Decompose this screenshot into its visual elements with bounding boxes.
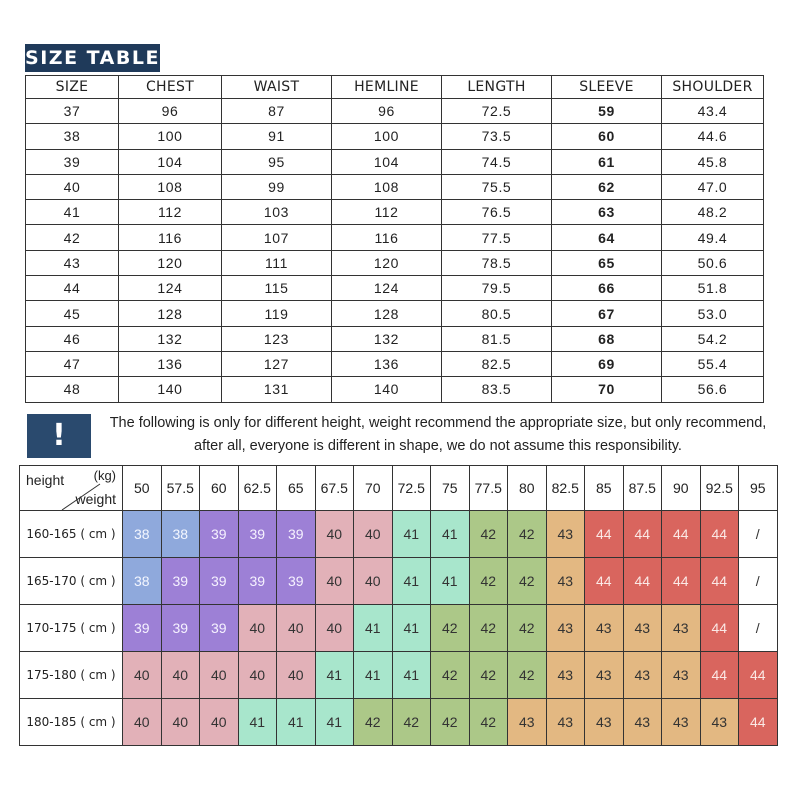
cell-sleeve: 60 [552,124,662,149]
recommended-size-cell: 42 [508,652,547,699]
recommended-size-cell: 42 [469,652,508,699]
size-table [25,75,764,403]
recommended-size-cell: 39 [161,605,200,652]
cell-hemline: 136 [332,351,442,376]
height-range-label: 165-170 ( cm ) [20,558,123,605]
recommended-size-cell: 39 [200,605,239,652]
recommended-size-cell: 43 [662,605,701,652]
cell-length: 80.5 [442,301,552,326]
cell-waist: 87 [222,99,332,124]
recommended-size-cell: 43 [585,605,624,652]
cell-size: 47 [26,351,119,376]
cell-waist: 131 [222,377,332,402]
table-row [26,351,764,376]
cell-waist: 95 [222,149,332,174]
recommended-size-cell: 41 [315,652,354,699]
cell-length: 78.5 [442,250,552,275]
cell-waist: 103 [222,200,332,225]
recommended-size-cell: 40 [277,652,316,699]
cell-waist: 107 [222,225,332,250]
height-row [20,511,778,558]
cell-chest: 112 [119,200,222,225]
recommended-size-cell: 43 [546,558,585,605]
recommended-size-cell: 40 [315,511,354,558]
weight-header: 67.5 [315,466,354,511]
recommended-size-cell: 39 [123,605,162,652]
recommended-size-cell: 43 [623,652,662,699]
cell-sleeve: 63 [552,200,662,225]
kg-unit-label: (kg) [93,468,116,483]
height-row [20,699,778,746]
cell-chest: 116 [119,225,222,250]
recommended-size-cell: 44 [700,652,739,699]
cell-shoulder: 54.2 [662,326,764,351]
recommended-size-cell: 43 [546,652,585,699]
recommended-size-cell: 42 [508,605,547,652]
recommended-size-cell: 44 [585,511,624,558]
recommended-size-cell: 40 [161,652,200,699]
weight-header: 85 [585,466,624,511]
recommended-size-cell: 40 [200,699,239,746]
recommended-size-cell: 39 [200,511,239,558]
cell-waist: 127 [222,351,332,376]
recommended-size-cell: 44 [700,605,739,652]
recommended-size-cell: 41 [238,699,277,746]
recommended-size-cell: 41 [315,699,354,746]
cell-shoulder: 45.8 [662,149,764,174]
recommended-size-cell: 42 [354,699,393,746]
cell-sleeve: 64 [552,225,662,250]
recommended-size-cell: 42 [469,605,508,652]
notice-banner [27,412,772,460]
recommended-size-cell: / [739,605,778,652]
table-row [26,326,764,351]
cell-length: 82.5 [442,351,552,376]
cell-chest: 120 [119,250,222,275]
weight-header: 77.5 [469,466,508,511]
cell-shoulder: 55.4 [662,351,764,376]
recommended-size-cell: 43 [546,605,585,652]
cell-size: 46 [26,326,119,351]
cell-sleeve: 61 [552,149,662,174]
cell-shoulder: 50.6 [662,250,764,275]
cell-hemline: 140 [332,377,442,402]
table-row [26,149,764,174]
cell-sleeve: 65 [552,250,662,275]
recommended-size-cell: 43 [662,652,701,699]
height-range-label: 175-180 ( cm ) [20,652,123,699]
column-header-sleeve: SLEEVE [552,76,662,99]
column-header-length: LENGTH [442,76,552,99]
cell-size: 37 [26,99,119,124]
cell-shoulder: 44.6 [662,124,764,149]
recommended-size-cell: 42 [431,605,470,652]
cell-size: 39 [26,149,119,174]
height-row [20,652,778,699]
weight-header: 50 [123,466,162,511]
cell-hemline: 108 [332,174,442,199]
recommended-size-cell: 41 [392,605,431,652]
table-row [26,225,764,250]
recommended-size-cell: 42 [431,652,470,699]
recommended-size-cell: 44 [623,511,662,558]
cell-size: 44 [26,276,119,301]
exclamation-icon: ! [27,414,91,458]
cell-chest: 100 [119,124,222,149]
cell-waist: 123 [222,326,332,351]
recommended-size-cell: 40 [238,652,277,699]
cell-hemline: 104 [332,149,442,174]
recommended-size-cell: 41 [354,652,393,699]
cell-chest: 140 [119,377,222,402]
table-row [26,301,764,326]
height-range-label: 170-175 ( cm ) [20,605,123,652]
cell-shoulder: 56.6 [662,377,764,402]
recommended-size-cell: 42 [508,511,547,558]
cell-sleeve: 59 [552,99,662,124]
column-header-waist: WAIST [222,76,332,99]
recommended-size-cell: 43 [508,699,547,746]
cell-waist: 91 [222,124,332,149]
weight-header: 57.5 [161,466,200,511]
recommended-size-cell: 44 [700,511,739,558]
cell-hemline: 128 [332,301,442,326]
cell-chest: 136 [119,351,222,376]
cell-length: 75.5 [442,174,552,199]
table-row [26,250,764,275]
cell-hemline: 96 [332,99,442,124]
cell-chest: 96 [119,99,222,124]
recommended-size-cell: 43 [623,605,662,652]
weight-header: 65 [277,466,316,511]
cell-shoulder: 51.8 [662,276,764,301]
table-row [26,276,764,301]
cell-sleeve: 68 [552,326,662,351]
recommended-size-cell: 42 [469,558,508,605]
recommended-size-cell: 38 [161,511,200,558]
cell-waist: 99 [222,174,332,199]
weight-header: 62.5 [238,466,277,511]
cell-sleeve: 62 [552,174,662,199]
cell-waist: 111 [222,250,332,275]
cell-sleeve: 69 [552,351,662,376]
cell-waist: 115 [222,276,332,301]
weight-header: 92.5 [700,466,739,511]
cell-length: 73.5 [442,124,552,149]
height-axis-label: height [26,472,65,488]
recommended-size-cell: 44 [623,558,662,605]
recommended-size-cell: 41 [354,605,393,652]
table-row [26,377,764,402]
cell-chest: 128 [119,301,222,326]
cell-chest: 108 [119,174,222,199]
cell-sleeve: 66 [552,276,662,301]
recommended-size-cell: 42 [392,699,431,746]
cell-sleeve: 70 [552,377,662,402]
table-row [26,200,764,225]
recommended-size-cell: 41 [392,652,431,699]
column-header-hemline: HEMLINE [332,76,442,99]
height-range-label: 180-185 ( cm ) [20,699,123,746]
recommended-size-cell: 41 [392,558,431,605]
recommended-size-cell: 39 [238,511,277,558]
recommended-size-cell: 40 [354,511,393,558]
cell-length: 81.5 [442,326,552,351]
cell-hemline: 124 [332,276,442,301]
recommended-size-cell: 40 [238,605,277,652]
weight-header: 80 [508,466,547,511]
recommended-size-cell: 40 [315,558,354,605]
recommended-size-cell: 44 [585,558,624,605]
recommended-size-cell: 40 [354,558,393,605]
cell-shoulder: 43.4 [662,99,764,124]
recommended-size-cell: 41 [431,511,470,558]
cell-length: 76.5 [442,200,552,225]
table-row [26,174,764,199]
recommended-size-cell: 44 [700,558,739,605]
recommended-size-cell: 39 [238,558,277,605]
cell-shoulder: 53.0 [662,301,764,326]
recommended-size-cell: 43 [546,511,585,558]
corner-header-cell [20,466,123,511]
table-row [26,124,764,149]
weight-header: 95 [739,466,778,511]
cell-length: 83.5 [442,377,552,402]
cell-sleeve: 67 [552,301,662,326]
cell-hemline: 116 [332,225,442,250]
recommended-size-cell: 40 [123,699,162,746]
recommended-size-cell: 40 [277,605,316,652]
recommended-size-cell: 40 [315,605,354,652]
column-header-shoulder: SHOULDER [662,76,764,99]
cell-size: 40 [26,174,119,199]
recommended-size-cell: 40 [161,699,200,746]
cell-hemline: 120 [332,250,442,275]
cell-size: 48 [26,377,119,402]
recommended-size-cell: 42 [469,699,508,746]
recommended-size-cell: 41 [431,558,470,605]
recommended-size-cell: 38 [123,558,162,605]
recommended-size-cell: / [739,511,778,558]
notice-text: The following is only for different height, weight recommend the appropriate size, but only recommend, after all, everyone is different in shape, we do not assume this responsibility. [109,415,767,454]
size-table-title: SIZE TABLE [25,44,160,72]
recommended-size-cell: 41 [277,699,316,746]
cell-chest: 132 [119,326,222,351]
recommended-size-cell: 43 [700,699,739,746]
cell-length: 77.5 [442,225,552,250]
recommended-size-cell: 40 [123,652,162,699]
cell-length: 79.5 [442,276,552,301]
recommended-size-cell: 44 [739,652,778,699]
recommended-size-cell: 44 [662,511,701,558]
table-row [26,99,764,124]
recommended-size-cell: 40 [200,652,239,699]
height-row [20,605,778,652]
cell-size: 42 [26,225,119,250]
recommended-size-cell: 39 [277,558,316,605]
recommended-size-cell: 39 [200,558,239,605]
cell-length: 72.5 [442,99,552,124]
size-table-header [26,76,764,99]
recommended-size-cell: 38 [123,511,162,558]
recommended-size-cell: 42 [431,699,470,746]
recommended-size-cell: 39 [277,511,316,558]
cell-shoulder: 47.0 [662,174,764,199]
recommended-size-cell: 43 [585,699,624,746]
recommended-size-cell: 43 [546,699,585,746]
recommended-size-cell: 42 [508,558,547,605]
cell-size: 38 [26,124,119,149]
recommended-size-cell: 41 [392,511,431,558]
recommended-size-cell: 43 [623,699,662,746]
cell-chest: 124 [119,276,222,301]
recommended-size-cell: / [739,558,778,605]
cell-hemline: 100 [332,124,442,149]
weight-header: 72.5 [392,466,431,511]
column-header-chest: CHEST [119,76,222,99]
cell-size: 41 [26,200,119,225]
height-row [20,558,778,605]
cell-shoulder: 49.4 [662,225,764,250]
weight-axis-label: weight [75,491,116,507]
cell-size: 43 [26,250,119,275]
weight-header: 90 [662,466,701,511]
cell-hemline: 112 [332,200,442,225]
size-recommendation-table [19,465,778,746]
recommended-size-cell: 43 [585,652,624,699]
weight-header: 70 [354,466,393,511]
cell-waist: 119 [222,301,332,326]
recommended-size-cell: 44 [662,558,701,605]
weight-header: 87.5 [623,466,662,511]
column-header-size: SIZE [26,76,119,99]
recommended-size-cell: 44 [739,699,778,746]
weight-header: 82.5 [546,466,585,511]
height-range-label: 160-165 ( cm ) [20,511,123,558]
recommended-size-cell: 42 [469,511,508,558]
cell-size: 45 [26,301,119,326]
weight-header: 60 [200,466,239,511]
recommended-size-cell: 43 [662,699,701,746]
cell-hemline: 132 [332,326,442,351]
recommended-size-cell: 39 [161,558,200,605]
cell-chest: 104 [119,149,222,174]
cell-length: 74.5 [442,149,552,174]
cell-shoulder: 48.2 [662,200,764,225]
weight-header: 75 [431,466,470,511]
